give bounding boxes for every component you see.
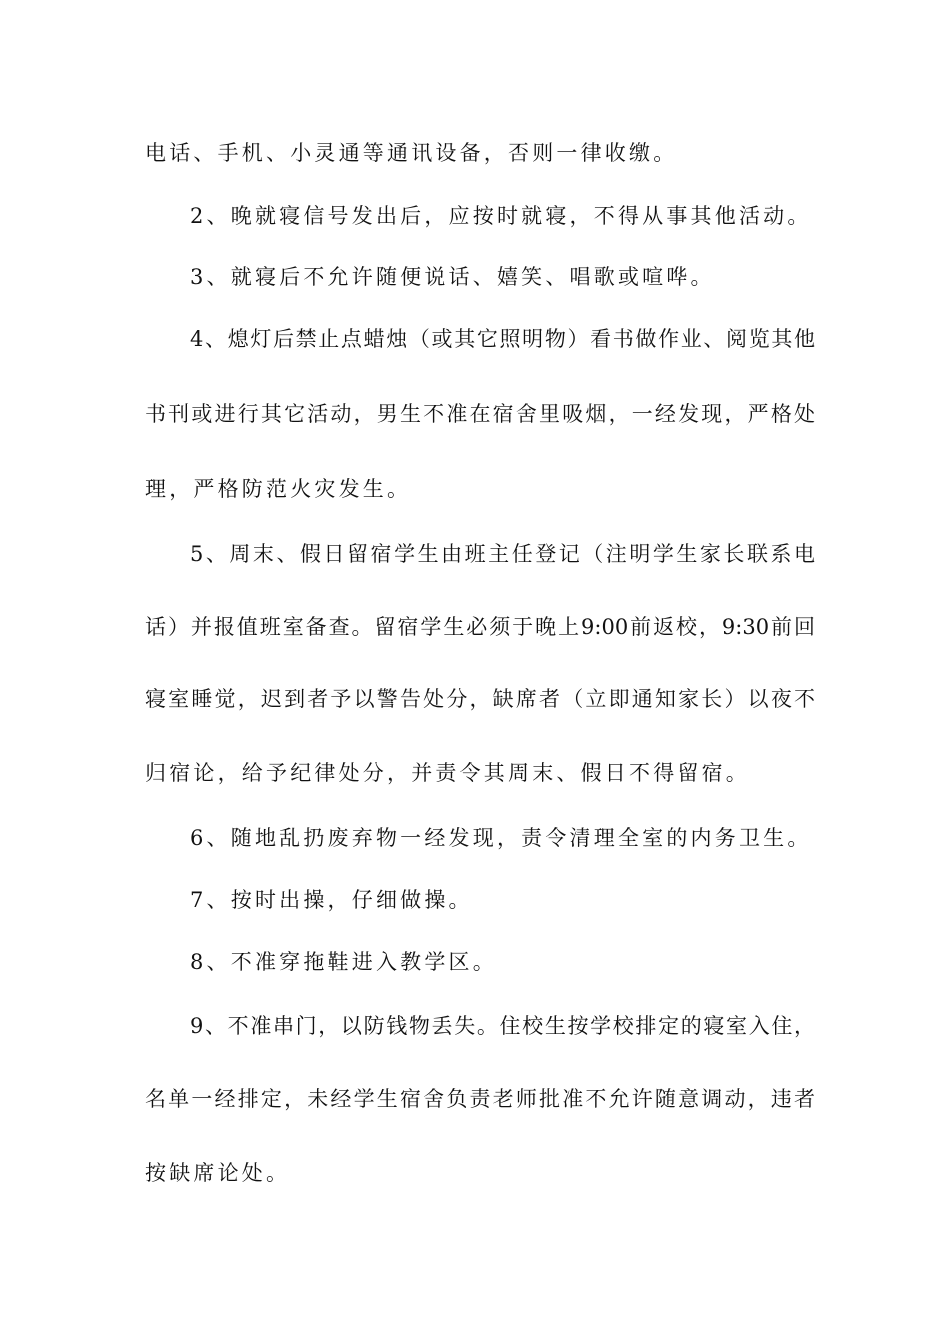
text-line: 话）并报值班室备查。留宿学生必须于晚上9:00前返校，9:30前回 — [145, 615, 815, 639]
rule-7: 7、按时出操，仔细做操。 — [190, 888, 473, 912]
text-line: 归宿论，给予纪律处分，并责令其周末、假日不得留宿。 — [145, 761, 750, 785]
rule-9: 9、不准串门，以防钱物丢失。住校生按学校排定的寝室入住， — [190, 1014, 815, 1038]
text-line: 理，严格防范火灾发生。 — [145, 477, 412, 501]
rule-8: 8、不准穿拖鞋进入教学区。 — [190, 950, 497, 974]
rule-4: 4、熄灯后禁止点蜡烛（或其它照明物）看书做作业、阅览其他 — [190, 327, 815, 351]
text-line: 书刊或进行其它活动，男生不准在宿舍里吸烟，一经发现，严格处 — [145, 402, 815, 426]
text-line: 名单一经排定，未经学生宿舍负责老师批准不允许随意调动，违者 — [145, 1087, 815, 1111]
rule-2: 2、晚就寝信号发出后，应按时就寝，不得从事其他活动。 — [190, 204, 812, 228]
rule-6: 6、随地乱扔废弃物一经发现，责令清理全室的内务卫生。 — [190, 826, 812, 850]
rule-3: 3、就寝后不允许随便说话、嬉笑、唱歌或喧哗。 — [190, 265, 715, 289]
text-line: 寝室睡觉，迟到者予以警告处分，缺席者（立即通知家长）以夜不 — [145, 687, 815, 711]
rule-5: 5、周末、假日留宿学生由班主任登记（注明学生家长联系电 — [190, 542, 815, 566]
text-line: 按缺席论处。 — [145, 1161, 291, 1185]
text-line: 电话、手机、小灵通等通讯设备，否则一律收缴。 — [145, 141, 678, 165]
